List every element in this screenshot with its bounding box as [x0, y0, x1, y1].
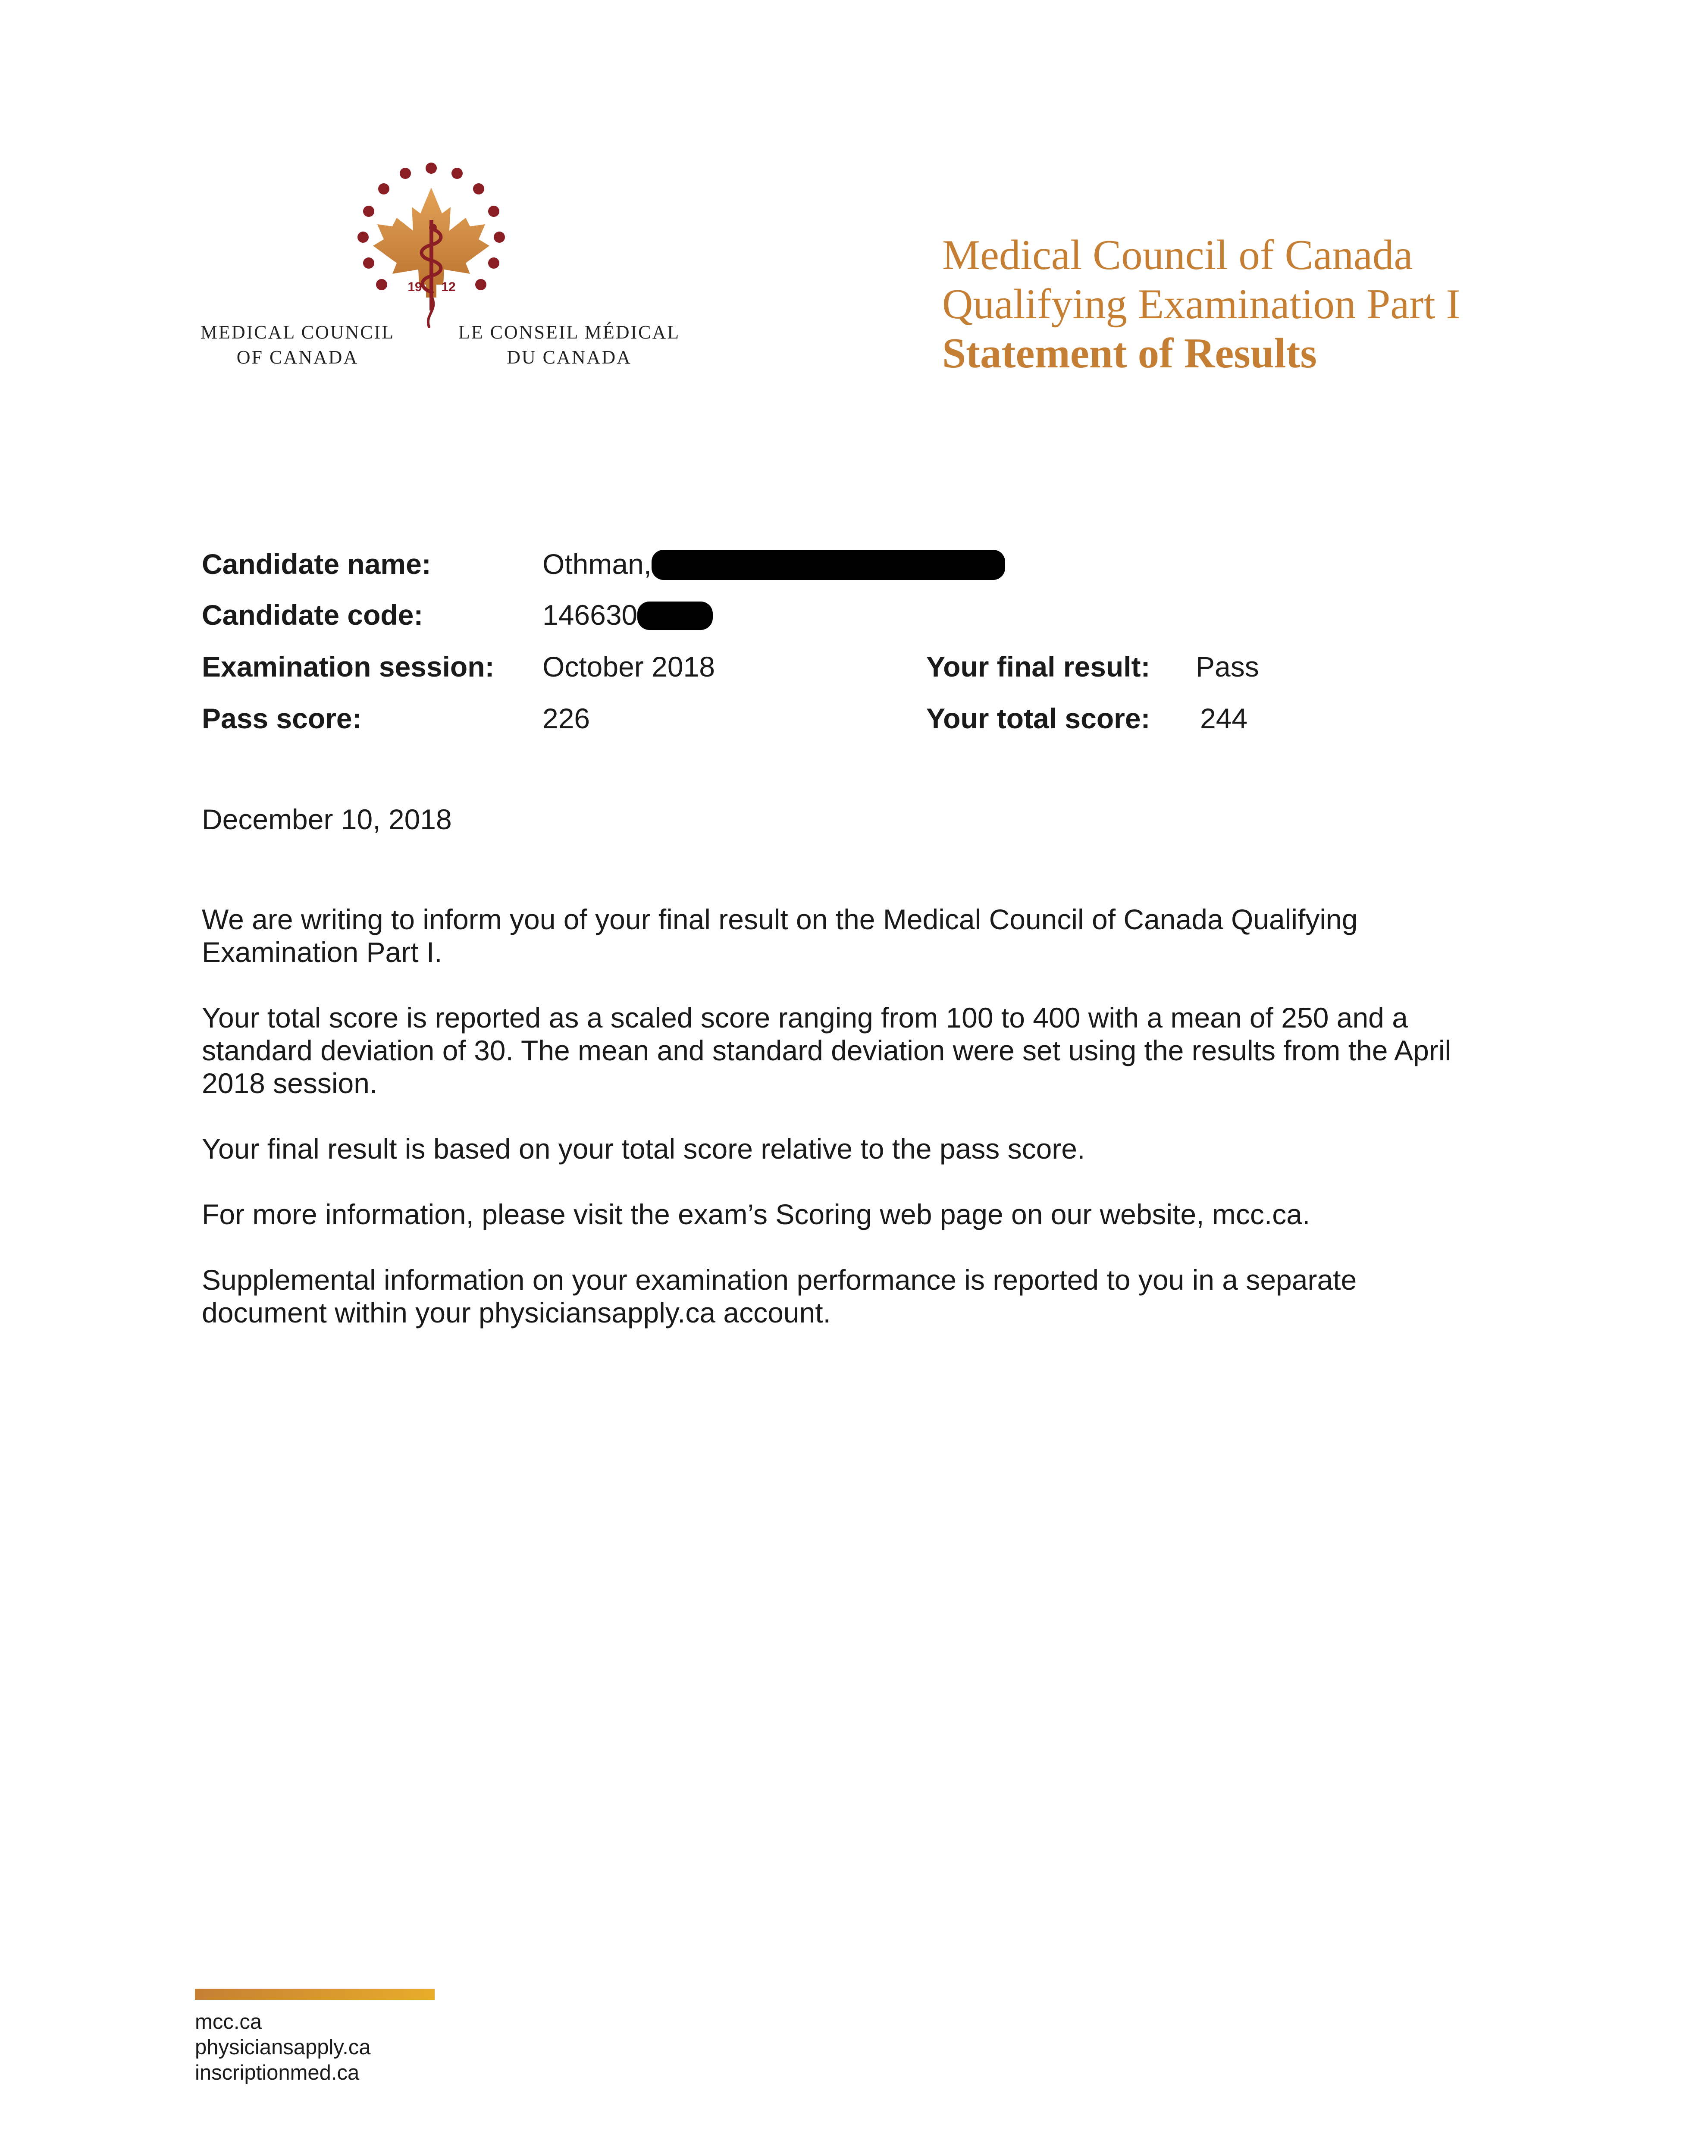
letter-date: December 10, 2018: [202, 803, 452, 835]
footer-link-inscriptionmed[interactable]: inscriptionmed.ca: [195, 2061, 360, 2084]
total-score-value: 244: [1200, 702, 1248, 734]
logo-name-fr-line1: LE CONSEIL MÉDICAL: [458, 322, 680, 343]
letter-paragraph-5: Supplemental information on your examination performance is reported to you in a separate document within your physiciansapply.ca account.: [202, 1264, 1357, 1329]
pass-score-label: Pass score:: [202, 702, 362, 734]
svg-text:19: 19: [407, 280, 422, 294]
footer-accent-bar: [195, 1989, 435, 2000]
candidate-code-row: [202, 599, 1495, 633]
mcc-logo: [190, 155, 690, 379]
letter-body: [202, 803, 1487, 1362]
title-line-1: Medical Council of Canada: [942, 232, 1413, 279]
exam-session-value: October 2018: [542, 651, 715, 683]
scores-row: [202, 702, 1495, 736]
svg-text:12: 12: [441, 280, 456, 294]
letter-paragraph-1: We are writing to inform you of your final result on the Medical Council of Canada Qualifying Examination Part I.: [202, 903, 1358, 968]
candidate-name-row: [202, 548, 1495, 582]
candidate-name-value: [542, 548, 1005, 582]
title-statement-of-results: Statement of Results: [942, 330, 1317, 377]
logo-name-fr-line2: DU CANADA: [507, 347, 632, 368]
logo-name-en-line1: MEDICAL COUNCIL: [200, 322, 395, 343]
candidate-code-label: Candidate code:: [202, 599, 423, 631]
maple-leaf-caduceus-icon: [336, 155, 526, 328]
candidate-name-label: Candidate name:: [202, 548, 431, 580]
footer-link-mcc[interactable]: mcc.ca: [195, 2010, 262, 2034]
redaction-bar: [637, 602, 713, 630]
candidate-code-text: 146630: [542, 599, 638, 631]
pass-score-value: 226: [542, 702, 590, 734]
letter-paragraph-3: Your final result is based on your total score relative to the pass score.: [202, 1133, 1085, 1165]
footer-link-physiciansapply[interactable]: physiciansapply.ca: [195, 2036, 371, 2059]
final-result-label: Your final result:: [926, 651, 1150, 683]
candidate-code-value: [542, 599, 713, 632]
document-title: [942, 231, 1460, 378]
final-result-value: Pass: [1196, 651, 1259, 683]
logo-name-french: [448, 320, 690, 370]
letter-paragraph-2: Your total score is reported as a scaled score ranging from 100 to 400 with a mean of 250 and a standard deviation of 30. The mean and standard deviation were set using the results from the April 2018 session.: [202, 1002, 1451, 1099]
title-line-2: Qualifying Examination Part I: [942, 281, 1460, 328]
logo-name-english: [190, 320, 405, 370]
logo-name-en-line2: OF CANADA: [236, 347, 359, 368]
total-score-label: Your total score:: [926, 702, 1150, 734]
candidate-name-text: Othman,: [542, 548, 652, 580]
letter-paragraph-4: For more information, please visit the exam’s Scoring web page on our website, mcc.ca.: [202, 1198, 1310, 1230]
exam-session-row: [202, 650, 1495, 685]
exam-session-label: Examination session:: [202, 651, 495, 683]
redaction-bar: [652, 550, 1005, 580]
footer-links: [195, 2009, 371, 2086]
